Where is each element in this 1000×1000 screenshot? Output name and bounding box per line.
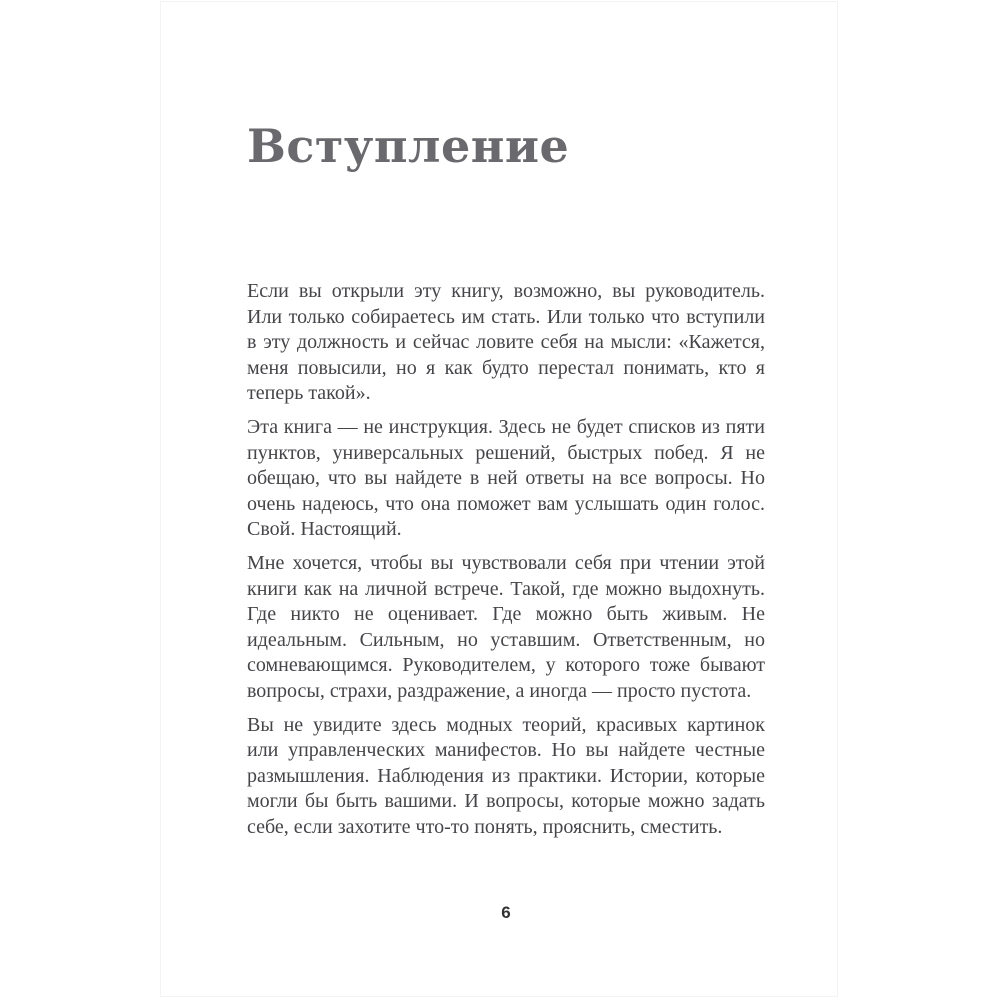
chapter-body	[247, 279, 765, 848]
paragraph: Мне хочется, чтобы вы чувствовали себя при чтении этой книги как на личной встрече. Такой, где можно выдохнуть. Где никто не оценивает. Где можно быть живым. Не идеальным. Сильным, но уставшим. Ответственным, но сомневающимся. Руководителем, у которого тоже бывают вопросы, страхи, раздражение, а иногда — просто пустота.	[247, 551, 765, 702]
paragraph: Эта книга — не инструкция. Здесь не будет списков из пяти пунктов, универсальных решений, быстрых побед. Я не обещаю, что вы найдете в ней ответы на все вопросы. Но очень надеюсь, что она поможет вам услышать один голос. Свой. Настоящий.	[247, 415, 765, 541]
page-number: 6	[501, 903, 511, 922]
paragraph: Если вы открыли эту книгу, возможно, вы руководитель. Или только собираетесь им стать. Или только что вступили в эту должность и сейчас ловите себя на мысли: «Кажется, меня повысили, но я как будто перестал понимать, кто я теперь такой».	[247, 280, 765, 405]
paragraph: Вы не увидите здесь модных теорий, красивых картинок или управленческих манифестов. Но вы найдете честные размышления. Наблюдения из практики. Истории, которые могли бы быть вашими. И вопросы, которые можно задать себе, если захотите что-то понять, прояснить, сместить.	[247, 713, 765, 838]
book-page	[160, 1, 838, 997]
content-column	[247, 2, 765, 996]
chapter-title: Вступление	[247, 119, 570, 173]
